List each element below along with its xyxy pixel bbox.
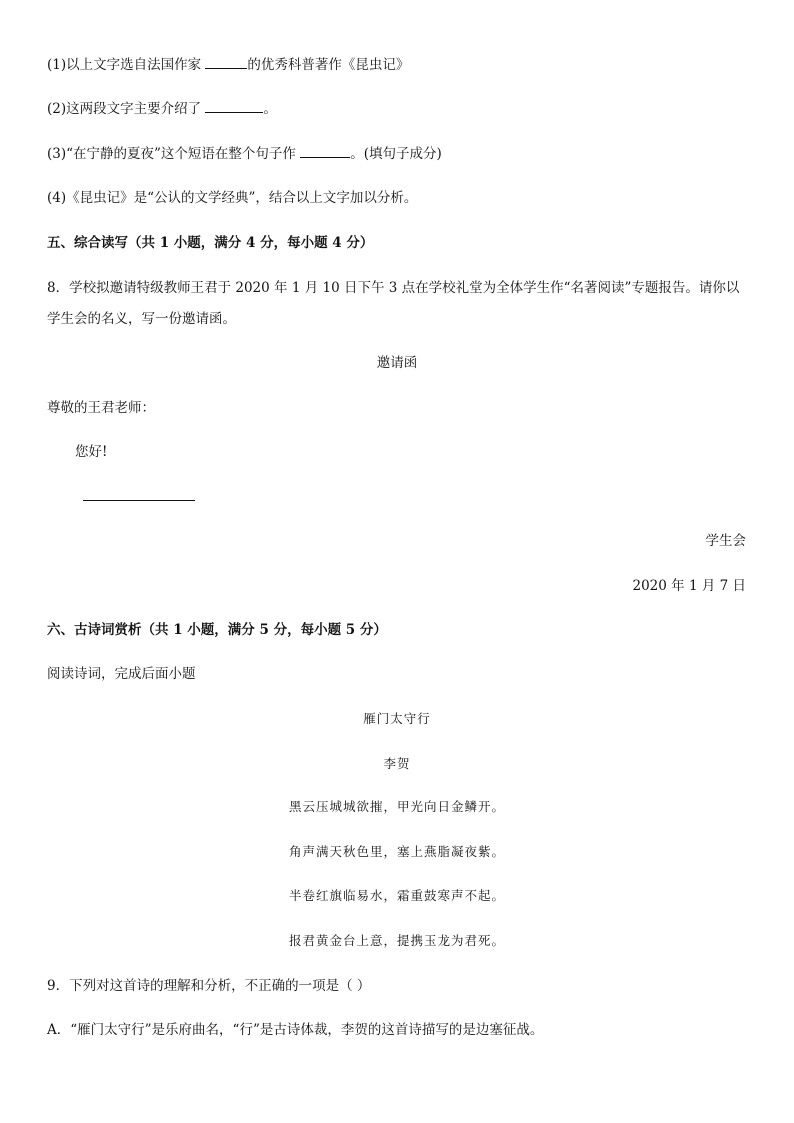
poem-author: 李贺	[383, 756, 411, 771]
poem-line-4: 报君黄金台上意，提携玉龙为君死。	[288, 933, 505, 948]
section5-heading: 五、综合读写（共 1 小题，满分 4 分，每小题 4 分）	[47, 235, 374, 251]
q7-sub1-text-end: 的优秀科普著作《昆虫记》	[247, 57, 410, 73]
letter-body-underline[interactable]	[83, 488, 195, 501]
q7-sub3-text: (3)“在宁静的夏夜”这个短语在整个句子作	[47, 146, 301, 162]
answer-blank-1[interactable]	[205, 56, 247, 69]
poem-line-3: 半卷红旗临易水，霜重鼓寒声不起。	[288, 888, 505, 903]
q7-sub4: (4)《昆虫记》是“公认的文学经典”，结合以上文字加以分析。	[47, 190, 418, 206]
q8-text-line1: 8．学校拟邀请特级教师王君于 2020 年 1 月 10 日下午 3 点在学校礼堂为全体学生作“名著阅读”专题报告。请你以	[47, 280, 740, 296]
letter-signature: 学生会	[705, 533, 746, 549]
poem-title: 雁门太守行	[363, 711, 431, 726]
q7-sub2-text: (2)这两段文字主要介绍了	[47, 101, 206, 117]
section6-intro: 阅读诗词，完成后面小题	[47, 666, 196, 682]
poem-line-2: 角声满天秋色里，塞上燕脂凝夜紫。	[288, 844, 505, 859]
q9-option-a[interactable]: A．“雁门太守行”是乐府曲名，“行”是古诗体裁，李贺的这首诗描写的是边塞征战。	[47, 1022, 544, 1038]
letter-date: 2020 年 1 月 7 日	[632, 578, 746, 594]
letter-title: 邀请函	[376, 355, 418, 371]
letter-greeting: 您好!	[75, 444, 108, 460]
answer-blank-3[interactable]	[300, 145, 350, 158]
q8-text-line2: 学生会的名义，写一份邀请函。	[47, 311, 236, 327]
q7-sub1	[47, 56, 409, 74]
q7-sub3	[47, 145, 442, 163]
q7-sub2	[47, 100, 277, 118]
letter-salutation: 尊敬的王君老师：	[47, 400, 155, 416]
letter-body-blank[interactable]	[83, 488, 195, 506]
section6-heading: 六、古诗词赏析（共 1 小题，满分 5 分，每小题 5 分）	[47, 622, 387, 638]
q7-sub3-text-end: 。(填句子成分)	[350, 146, 442, 162]
poem-line-1: 黑云压城城欲摧，甲光向日金鳞开。	[288, 799, 505, 814]
q7-sub2-text-end: 。	[263, 101, 277, 117]
answer-blank-2[interactable]	[205, 100, 263, 113]
q7-sub1-text: (1)以上文字选自法国作家	[47, 57, 206, 73]
q9-question: 9．下列对这首诗的理解和分析，不正确的一项是（ ）	[47, 978, 371, 994]
